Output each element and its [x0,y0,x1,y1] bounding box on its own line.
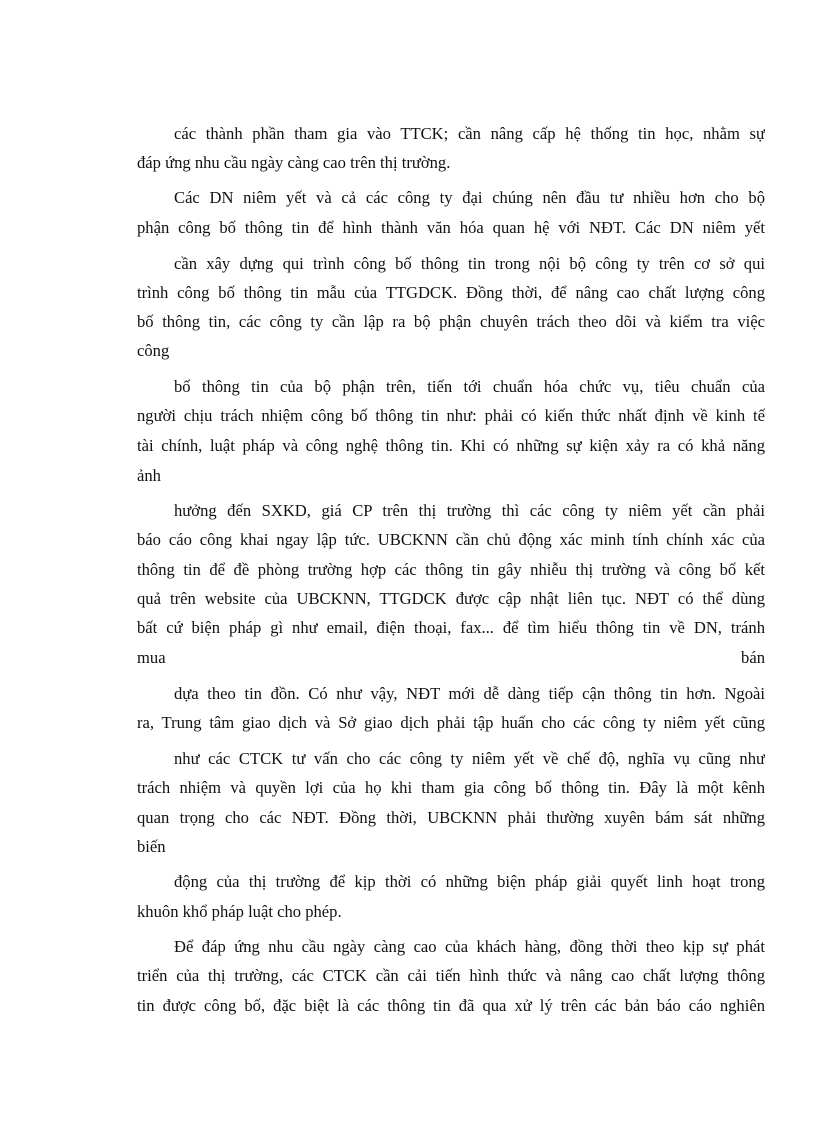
text-line: bán [741,648,765,667]
text-line: hưởng đến SXKD, giá CP trên thị trường thì các công ty niêm yết cần phải [174,501,765,520]
text-line: các thành phần tham gia vào TTCK; cần nâng cấp hệ thống tin học, nhằm sự [174,124,765,143]
text-line: phận công bố thông tin để hình thành văn hóa quan hệ với NĐT. Các DN niêm yết [137,218,765,237]
text-line: khuôn khổ pháp luật cho phép. [137,902,342,921]
text-line: quả trên website của UBCKNN, TTGDCK được cập nhật liên tục. NĐT có thể dùng [137,589,765,608]
text-line: báo cáo công khai ngay lập tức. UBCKNN cần chủ động xác minh tính chính xác của [137,530,765,549]
text-line: như các CTCK tư vấn cho các công ty niêm yết về chế độ, nghĩa vụ cũng như [174,749,765,768]
text-line: ra, Trung tâm giao dịch và Sở giao dịch phải tập huấn cho các công ty niêm yết cũng [137,713,765,732]
text-line: trách nhiệm và quyền lợi của họ khi tham gia công bố thông tin. Đây là một kênh [137,778,765,797]
text-line: dựa theo tin đồn. Có như vậy, NĐT mới dễ dàng tiếp cận thông tin hơn. Ngoài [174,684,765,703]
text-line: thông tin để đề phòng trường hợp các thông tin gây nhiễu thị trường và công bố kết [137,560,765,579]
text-line: công [137,341,170,360]
text-line: bố thông tin của bộ phận trên, tiến tới chuẩn hóa chức vụ, tiêu chuẩn của [174,377,765,396]
text-line: người chịu trách nhiệm công bố thông tin như: phải có kiến thức nhất định về kinh tế [137,406,765,425]
text-line: đáp ứng nhu cầu ngày càng cao trên thị trường. [137,153,451,172]
text-line: động của thị trường để kịp thời có những biện pháp giải quyết linh hoạt trong [174,872,765,891]
text-line: Để đáp ứng nhu cầu ngày càng cao của khách hàng, đồng thời theo kịp sự phát [174,937,765,956]
text-line: bất cứ biện pháp gì như email, điện thoại, fax... để tìm hiểu thông tin về DN, tránh [137,618,765,637]
text-line: quan trọng cho các NĐT. Đồng thời, UBCKNN phải thường xuyên bám sát những [137,808,765,827]
text-line: biến [137,837,166,856]
text-line: cần xây dựng qui trình công bố thông tin trong nội bộ công ty trên cơ sở qui [174,254,765,273]
text-line: mua [137,648,166,667]
text-line: Các DN niêm yết và cả các công ty đại chúng nên đầu tư nhiều hơn cho bộ [174,188,765,207]
text-line: tin được công bố, đặc biệt là các thông tin đã qua xử lý trên các bản báo cáo nghiên [137,996,765,1015]
text-line: trình công bố thông tin mẫu của TTGDCK. Đồng thời, để nâng cao chất lượng công [137,283,765,302]
text-line: triển của thị trường, các CTCK cần cải tiến hình thức và nâng cao chất lượng thông [137,966,765,985]
text-line: tài chính, luật pháp và công nghệ thông tin. Khi có những sự kiện xảy ra có khả năng [137,436,765,455]
text-line: ảnh [137,466,161,485]
text-line: bố thông tin, các công ty cần lập ra bộ phận chuyên trách theo dõi và kiểm tra việc [137,312,765,331]
